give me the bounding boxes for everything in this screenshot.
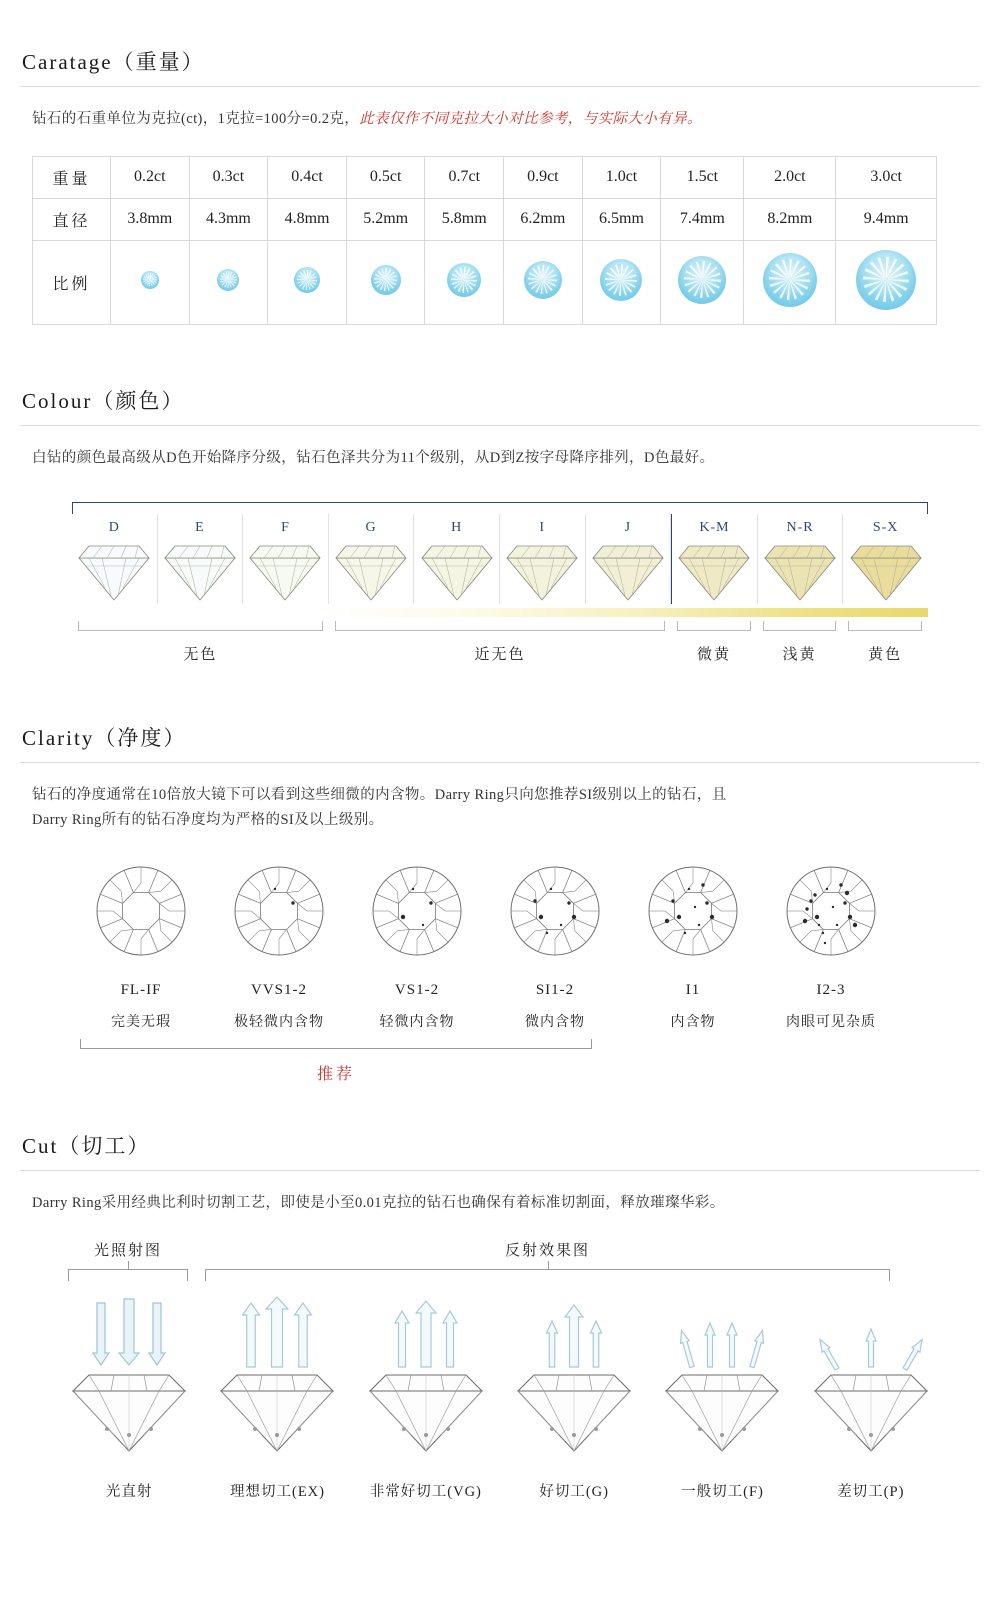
diamond-side-icon xyxy=(761,538,839,604)
diamond-icon xyxy=(524,261,562,299)
colour-category-label: 黄色 xyxy=(868,647,903,664)
cell-weight: 0.7ct xyxy=(425,156,504,198)
colour-grade-J xyxy=(586,514,672,604)
row-label-diameter: 直径 xyxy=(33,198,111,240)
diamond-side-icon xyxy=(161,538,239,604)
cut-heading: Cut（切工） xyxy=(22,1133,151,1158)
row-label-weight: 重量 xyxy=(33,156,111,198)
cell-gem-6 xyxy=(582,240,661,324)
colour-category-近无色 xyxy=(329,617,671,664)
clarity-item-I2-3 xyxy=(762,855,900,1031)
colour-grade-label: G xyxy=(365,520,377,536)
cut-item-理想切工(EX) xyxy=(203,1295,351,1501)
colour-category-浅黄 xyxy=(757,617,843,664)
diamond-side-icon xyxy=(246,538,324,604)
cell-gem-8 xyxy=(744,240,836,324)
diamond-side-icon xyxy=(75,538,153,604)
diamond-side-icon xyxy=(418,538,496,604)
cell-weight: 1.0ct xyxy=(582,156,661,198)
bracket-stem xyxy=(548,1261,549,1269)
cut-caption: 理想切工(EX) xyxy=(229,1484,325,1501)
clarity-diamond-icon xyxy=(85,855,197,967)
diamond-outline xyxy=(370,1375,482,1451)
colour-category-label: 近无色 xyxy=(474,647,526,664)
cell-diameter: 6.5mm xyxy=(582,198,661,240)
cell-weight: 0.4ct xyxy=(268,156,347,198)
colour-grade-N-R xyxy=(758,514,844,604)
cell-diameter: 6.2mm xyxy=(504,198,583,240)
clarity-diamond-icon xyxy=(223,855,335,967)
recommend-label: 推荐 xyxy=(316,1065,355,1083)
clarity-desc-line2: Darry Ring所有的钻石净度均为严格的SI及以上级别。 xyxy=(32,811,384,828)
colour-grade-F xyxy=(243,514,329,604)
light-incident-icon xyxy=(59,1295,199,1465)
cell-gem-3 xyxy=(346,240,425,324)
diamond-icon xyxy=(141,271,159,289)
cell-weight: 0.9ct xyxy=(504,156,583,198)
diamond-side-icon xyxy=(589,538,667,604)
cut-caption: 光直射 xyxy=(105,1484,153,1501)
diamond-outline xyxy=(73,1375,185,1451)
colour-category-row xyxy=(72,617,928,664)
diamond-icon xyxy=(294,267,320,293)
clarity-desc-line1: 钻石的净度通常在10倍放大镜下可以看到这些细微的内含物。Darry Ring只向您推荐SI级别以上的钻石，且 xyxy=(32,787,727,804)
colour-grade-label: J xyxy=(624,520,632,536)
colour-grade-label: I xyxy=(539,520,546,536)
diamond-side-icon xyxy=(847,538,925,604)
cell-gem-9 xyxy=(836,240,937,324)
colour-grade-S-X xyxy=(843,514,928,604)
clarity-item-VS1-2 xyxy=(348,855,486,1031)
diamond-side-icon xyxy=(332,538,410,604)
cell-diameter: 4.8mm xyxy=(268,198,347,240)
recommend-bracket xyxy=(80,1039,592,1049)
clarity-desc: 内含物 xyxy=(670,1014,716,1030)
cell-diameter: 7.4mm xyxy=(661,198,744,240)
colour-grade-label: E xyxy=(195,520,205,536)
light-reflect-icon xyxy=(504,1295,644,1465)
cut-caption: 好切工(G) xyxy=(539,1484,609,1501)
cell-weight: 0.5ct xyxy=(346,156,425,198)
light-reflect-icon xyxy=(356,1295,496,1465)
light-reflect-icon xyxy=(801,1295,941,1465)
cell-gem-5 xyxy=(504,240,583,324)
clarity-item-FL-IF xyxy=(72,855,210,1031)
diamond-outline xyxy=(221,1375,333,1451)
table-row-weight xyxy=(33,156,937,198)
colour-category-黄色 xyxy=(842,617,928,664)
light-reflect-icon xyxy=(652,1295,792,1465)
cut-item-一般切工(F) xyxy=(648,1295,796,1501)
colour-grade-K-M xyxy=(671,514,758,604)
diamond-side-icon xyxy=(675,538,753,604)
cell-diameter: 5.2mm xyxy=(346,198,425,240)
cut-item-光直射 xyxy=(55,1295,203,1501)
colour-gradient-bar xyxy=(72,608,928,617)
clarity-heading: Clarity（净度） xyxy=(22,726,187,751)
cut-caption: 非常好切工(VG) xyxy=(369,1484,482,1501)
clarity-diamond-icon xyxy=(499,855,611,967)
cut-items xyxy=(0,1295,1000,1501)
cell-weight: 1.5ct xyxy=(661,156,744,198)
colour-category-label: 浅黄 xyxy=(782,647,817,664)
diamond-outline xyxy=(815,1375,927,1451)
cell-gem-4 xyxy=(425,240,504,324)
caratage-desc-plain: 钻石的石重单位为克拉(ct)，1克拉=100分=0.2克， xyxy=(32,111,360,127)
clarity-items xyxy=(0,839,1000,1031)
colour-grade-row xyxy=(72,514,928,604)
diamond-outline xyxy=(518,1375,630,1451)
colour-category-label: 微黄 xyxy=(696,647,731,664)
cut-item-差切工(P) xyxy=(797,1295,945,1501)
colour-grade-label: S-X xyxy=(872,520,899,536)
clarity-diamond-icon xyxy=(637,855,749,967)
table-row-ratio xyxy=(33,240,937,324)
row-label-ratio: 比例 xyxy=(33,240,111,324)
section-colour xyxy=(0,325,1000,665)
cell-weight: 0.2ct xyxy=(111,156,190,198)
colour-category-微黄 xyxy=(671,617,757,664)
clarity-code: SI1-2 xyxy=(535,981,575,998)
clarity-diamond-icon xyxy=(775,855,887,967)
section-cut xyxy=(0,1084,1000,1502)
colour-grade-E xyxy=(158,514,244,604)
diamond-icon xyxy=(678,256,726,304)
cut-item-非常好切工(VG) xyxy=(352,1295,500,1501)
colour-category-label: 无色 xyxy=(183,647,218,664)
clarity-desc: 完美无瑕 xyxy=(111,1014,171,1030)
colour-grade-I xyxy=(500,514,586,604)
colour-grade-label: D xyxy=(108,520,120,536)
colour-description: 白钻的颜色最高级从D色开始降序分级，钻石色泽共分为11个级别，从D到Z按字母降序排列，D色最好。 xyxy=(32,449,715,466)
colour-grade-label: F xyxy=(281,520,290,536)
colour-grade-G xyxy=(329,514,415,604)
colour-grade-label: K-M xyxy=(699,520,730,536)
bracket-stem xyxy=(128,1261,129,1269)
caratage-desc-highlight: 此表仅作不同克拉大小对比参考，与实际大小有异。 xyxy=(359,111,702,127)
clarity-code: I1 xyxy=(685,981,701,998)
section-caratage xyxy=(0,0,1000,325)
caratage-description xyxy=(0,87,1000,138)
cell-weight: 0.3ct xyxy=(189,156,268,198)
diamond-outline xyxy=(666,1375,778,1451)
cut-bracket-reflect-label: 反射效果图 xyxy=(504,1243,591,1260)
bracket-bar xyxy=(205,1269,890,1281)
clarity-description xyxy=(0,763,1000,838)
cell-diameter: 8.2mm xyxy=(744,198,836,240)
cell-weight: 3.0ct xyxy=(836,156,937,198)
clarity-code: VVS1-2 xyxy=(250,981,307,998)
caratage-table-wrap xyxy=(0,138,1000,325)
diamond-icon xyxy=(447,263,481,297)
cell-diameter: 5.8mm xyxy=(425,198,504,240)
colour-grade-H xyxy=(414,514,500,604)
cell-weight: 2.0ct xyxy=(744,156,836,198)
colour-grade-label: N-R xyxy=(786,520,814,536)
cell-gem-1 xyxy=(189,240,268,324)
cell-gem-0 xyxy=(111,240,190,324)
section-clarity xyxy=(0,664,1000,1083)
colour-heading: Colour（颜色） xyxy=(22,388,185,413)
colour-top-bracket xyxy=(72,502,928,514)
colour-grade-label: H xyxy=(451,520,463,536)
cell-gem-7 xyxy=(661,240,744,324)
diamond-icon xyxy=(217,269,239,291)
clarity-item-VVS1-2 xyxy=(210,855,348,1031)
clarity-item-SI1-2 xyxy=(486,855,624,1031)
cut-caption: 一般切工(F) xyxy=(681,1484,764,1501)
clarity-desc: 肉眼可见杂质 xyxy=(786,1014,876,1030)
diamond-icon xyxy=(600,259,642,301)
colour-category-无色 xyxy=(72,617,329,664)
cut-bracket-row xyxy=(0,1239,1000,1295)
light-reflect-icon xyxy=(207,1295,347,1465)
clarity-diamond-icon xyxy=(361,855,473,967)
diamond-side-icon xyxy=(503,538,581,604)
cut-bracket-incident-label: 光照射图 xyxy=(93,1243,163,1260)
clarity-code: VS1-2 xyxy=(394,981,440,998)
cell-diameter: 4.3mm xyxy=(189,198,268,240)
diamond-icon xyxy=(763,253,817,307)
diamond-icon xyxy=(371,265,401,295)
caratage-heading: Caratage（重量） xyxy=(22,50,205,74)
clarity-item-I1 xyxy=(624,855,762,1031)
table-row-diameter xyxy=(33,198,937,240)
caratage-table xyxy=(32,156,937,325)
diamond-icon xyxy=(856,250,916,310)
cut-item-好切工(G) xyxy=(500,1295,648,1501)
clarity-code: FL-IF xyxy=(120,981,162,998)
cell-diameter: 3.8mm xyxy=(111,198,190,240)
colour-grade-D xyxy=(72,514,158,604)
cell-gem-2 xyxy=(268,240,347,324)
clarity-desc: 极轻微内含物 xyxy=(234,1014,324,1030)
colour-scale xyxy=(0,502,1000,604)
clarity-desc: 轻微内含物 xyxy=(379,1014,455,1030)
cut-caption: 差切工(P) xyxy=(837,1484,905,1501)
bracket-bar xyxy=(68,1269,188,1281)
cut-description: Darry Ring采用经典比利时切割工艺，即使是小至0.01克拉的钻石也确保有着标准切割面，释放璀璨华彩。 xyxy=(32,1194,725,1211)
clarity-recommend-group xyxy=(80,1039,592,1084)
cell-diameter: 9.4mm xyxy=(836,198,937,240)
clarity-code: I2-3 xyxy=(816,981,846,998)
clarity-desc: 微内含物 xyxy=(525,1014,585,1030)
